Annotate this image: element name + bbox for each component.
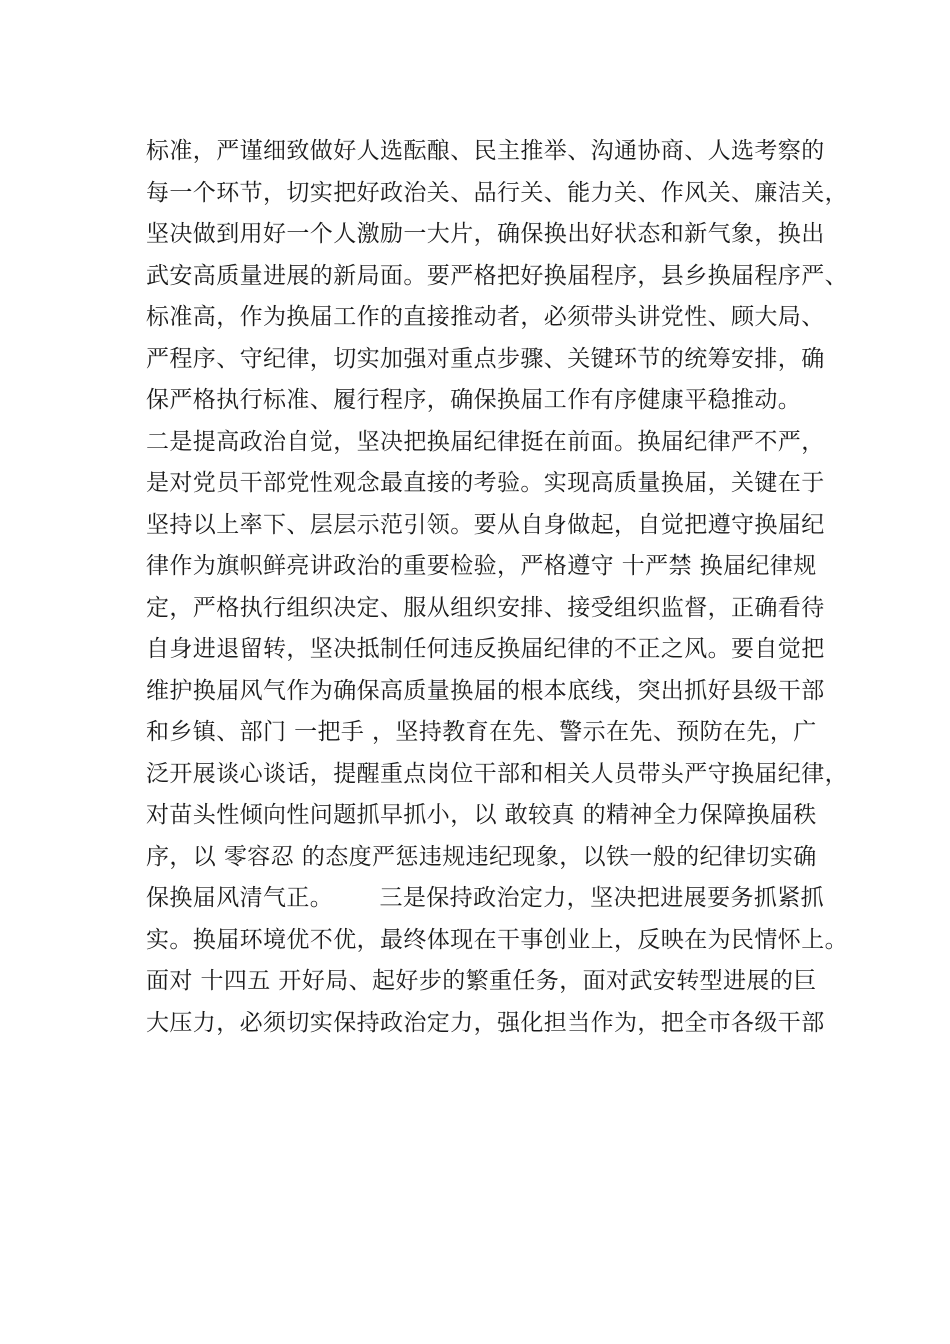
text-line: 是对党员干部党性观念最直接的考验。实现高质量换届，关键在于 bbox=[146, 470, 825, 496]
text-line: 自身进退留转，坚决抵制任何违反换届纪律的不正之风。要自觉把 bbox=[146, 636, 825, 662]
body-text bbox=[146, 131, 846, 1044]
text-line: 坚持以上率下、层层示范引领。要从自身做起，自觉把遵守换届纪 bbox=[146, 511, 825, 538]
text-line: 面对 十四五 开好局、起好步的繁重任务，面对武安转型进展的巨 bbox=[146, 968, 817, 994]
text-line: 标准高，作为换届工作的直接推动者，必须带头讲党性、顾大局、 bbox=[146, 304, 825, 330]
text-line: 律作为旗帜鲜亮讲政治的重要检验，严格遵守 十严禁 换届纪律规 bbox=[146, 553, 817, 579]
text-line: 定，严格执行组织决定、服从组织安排、接受组织监督，正确看待 bbox=[146, 594, 825, 621]
text-line: 大压力，必须切实保持政治定力，强化担当作为，把全市各级干部 bbox=[146, 1009, 825, 1036]
text-line: 对苗头性倾向性问题抓早抓小，以 敢较真 的精神全力保障换届秩 bbox=[146, 802, 817, 828]
text-line: 标准，严谨细致做好人选酝酿、民主推举、沟通协商、人选考察的 bbox=[146, 138, 825, 164]
text-line: 泛开展谈心谈话，提醒重点岗位干部和相关人员带头严守换届纪律， bbox=[146, 760, 848, 787]
text-line: 二是提高政治自觉，坚决把换届纪律挺在前面。换届纪律严不严， bbox=[146, 428, 825, 455]
text-line: 保严格执行标准、履行程序，确保换届工作有序健康平稳推动。 bbox=[146, 387, 802, 413]
text-line: 和乡镇、部门 一把手 ，坚持教育在先、警示在先、预防在先，广 bbox=[146, 719, 817, 745]
text-line: 每一个环节，切实把好政治关、品行关、能力关、作风关、廉洁关， bbox=[146, 179, 848, 206]
text-line: 武安高质量进展的新局面。要严格把好换届程序，县乡换届程序严、 bbox=[146, 262, 848, 289]
text-line: 严程序、守纪律，切实加强对重点步骤、关键环节的统筹安排，确 bbox=[146, 345, 825, 372]
text-line: 坚决做到用好一个人激励一大片，确保换出好状态和新气象，换出 bbox=[146, 221, 825, 247]
text-line: 保换届风清气正。 三是保持政治定力，坚决把进展要务抓紧抓 bbox=[146, 885, 825, 911]
text-line: 实。换届环境优不优，最终体现在干事创业上，反映在为民情怀上。 bbox=[146, 926, 848, 953]
text-line: 维护换届风气作为确保高质量换届的根本底线，突出抓好县级干部 bbox=[146, 677, 825, 704]
text-line: 序，以 零容忍 的态度严惩违规违纪现象，以铁一般的纪律切实确 bbox=[146, 843, 817, 870]
